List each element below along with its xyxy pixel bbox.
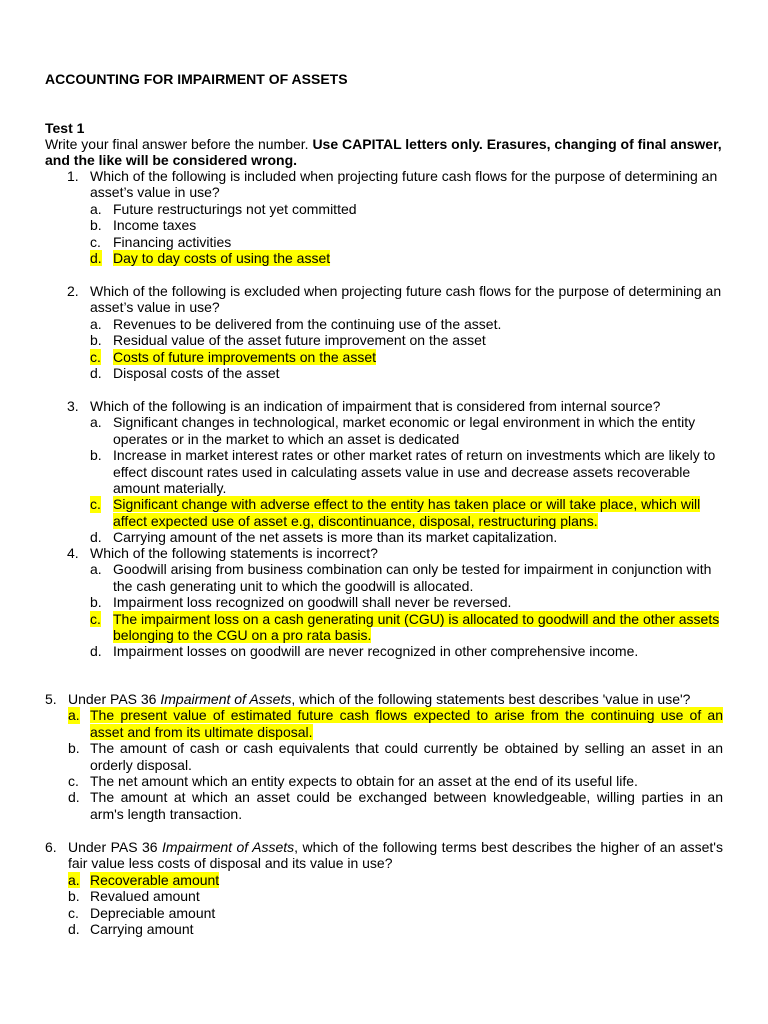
option-a <box>90 414 727 447</box>
option-list <box>90 561 727 659</box>
question-text: Which of the following is an indication of impairment that is considered from internal source? <box>90 398 661 414</box>
option-text: Future restructurings not yet committed <box>113 200 357 217</box>
option-letter: a. <box>90 200 102 217</box>
option-a-highlighted <box>68 872 723 888</box>
option-text: Revalued amount <box>90 888 200 905</box>
option-letter: d. <box>68 921 80 938</box>
question-number: 4. <box>67 545 79 561</box>
question-text-before: Under PAS 36 <box>68 839 163 855</box>
option-b <box>90 594 727 610</box>
option-b <box>68 740 723 773</box>
option-text: Disposal costs of the asset <box>113 365 280 382</box>
instructions-bold: Use CAPITAL letters only. Erasures, changing of final answer, and the like will be considered wrong. <box>45 136 722 169</box>
option-text: Income taxes <box>113 217 197 234</box>
option-text: Goodwill arising from business combination can only be tested for impairment in conjunction with the cash generating unit to which the goodwill is allocated. <box>113 561 712 594</box>
option-b <box>68 888 723 904</box>
option-letter: b. <box>68 888 80 905</box>
option-d <box>90 365 727 381</box>
option-letter: a. <box>68 871 80 888</box>
option-c-highlighted <box>90 611 727 644</box>
question-text <box>68 839 723 872</box>
question-text: Which of the following is excluded when projecting future cash flows for the purpose of determining an asset’s value in use? <box>90 283 722 316</box>
option-text: The net amount which an entity expects to obtain for an asset at the end of its useful life. <box>90 773 638 790</box>
option-a-highlighted <box>68 707 723 740</box>
option-text: Carrying amount <box>90 921 194 938</box>
question-text-after: , which of the following statements best describes 'value in use'? <box>291 691 691 707</box>
question-text: Which of the following is included when projecting future cash flows for the purpose of determining an asset’s value in use? <box>90 168 718 201</box>
question-number: 1. <box>67 168 79 184</box>
question-text-after: , which of the following terms best describes the higher of an asset's fair value less costs of disposal and its value in use? <box>68 839 723 872</box>
question-2 <box>67 283 727 381</box>
option-c-highlighted <box>90 349 727 365</box>
option-letter: c. <box>90 610 101 627</box>
option-list <box>90 414 727 545</box>
option-letter: b. <box>90 332 102 349</box>
option-b <box>90 217 727 233</box>
option-letter: c. <box>90 496 101 513</box>
option-list <box>68 872 723 938</box>
option-c-highlighted <box>90 496 727 529</box>
option-letter: c. <box>90 233 101 250</box>
option-letter: d. <box>90 529 102 546</box>
option-letter: b. <box>68 740 80 757</box>
option-text: The present value of estimated future cash flows expected to arise from the continuing use of an asset and from its ultimate disposal. <box>90 707 723 740</box>
question-text-before: Under PAS 36 <box>68 691 161 707</box>
option-d-highlighted <box>90 250 727 266</box>
option-a <box>90 561 727 594</box>
option-text: Financing activities <box>113 233 232 250</box>
option-letter: c. <box>68 904 79 921</box>
option-letter: b. <box>90 447 102 464</box>
question-number: 2. <box>67 283 79 299</box>
document-title: ACCOUNTING FOR IMPAIRMENT OF ASSETS <box>45 71 348 87</box>
instructions-plain: Write your final answer before the number. <box>45 136 313 152</box>
question-text: Which of the following statements is incorrect? <box>90 545 378 561</box>
instructions <box>45 136 725 169</box>
option-c <box>68 905 723 921</box>
option-letter: a. <box>90 315 102 332</box>
question-4 <box>67 545 727 660</box>
option-list <box>90 201 727 267</box>
option-d <box>90 643 727 659</box>
option-letter: d. <box>90 643 102 660</box>
option-list <box>68 707 723 822</box>
question-number: 5. <box>45 691 57 707</box>
option-text: Residual value of the asset future improvement on the asset <box>113 332 486 349</box>
question-5 <box>45 691 723 822</box>
option-a <box>90 201 727 217</box>
option-d <box>68 789 723 822</box>
option-b <box>90 332 727 348</box>
option-c <box>90 234 727 250</box>
option-c <box>68 773 723 789</box>
question-text <box>68 691 723 707</box>
option-text: Significant changes in technological, market economic or legal environment in which the entity operates or in the market to which an asset is dedicated <box>113 414 696 447</box>
question-6 <box>45 839 723 937</box>
question-3 <box>67 398 727 546</box>
test-label: Test 1 <box>45 120 85 136</box>
option-letter: c. <box>90 348 101 365</box>
option-letter: a. <box>68 707 80 724</box>
option-text: Impairment loss recognized on goodwill shall never be reversed. <box>113 594 512 611</box>
option-letter: b. <box>90 217 102 234</box>
option-d <box>90 529 727 545</box>
option-text: The impairment loss on a cash generating unit (CGU) is allocated to goodwill and the other assets belonging to the CGU on a pro rata basis. <box>113 610 720 644</box>
option-letter: b. <box>90 594 102 611</box>
option-text: Revenues to be delivered from the continuing use of the asset. <box>113 315 502 332</box>
option-letter: c. <box>68 773 79 790</box>
option-letter: a. <box>90 561 102 578</box>
option-text: Depreciable amount <box>90 904 216 921</box>
option-letter: d. <box>68 789 80 806</box>
question-number: 6. <box>45 839 57 855</box>
option-list <box>90 316 727 382</box>
option-d <box>68 921 723 937</box>
option-text: The amount at which an asset could be exchanged between knowledgeable, willing parties in an arm's length transaction. <box>90 789 723 822</box>
option-text: Recoverable amount <box>90 871 220 888</box>
option-a <box>90 316 727 332</box>
question-text-italic: Impairment of Assets <box>160 691 292 707</box>
option-letter: a. <box>90 414 102 431</box>
option-b <box>90 447 727 496</box>
option-text: Day to day costs of using the asset <box>113 250 331 267</box>
option-text: Impairment losses on goodwill are never recognized in other comprehensive income. <box>113 643 639 660</box>
option-text: Increase in market interest rates or other market rates of return on investments which are likely to effect discount rates used in calculating assets value in use and decrease assets recoverable amount materially. <box>113 447 716 497</box>
option-text: Costs of future improvements on the asset <box>113 348 377 365</box>
question-1 <box>67 168 727 266</box>
question-text-italic: Impairment of Assets <box>162 839 295 855</box>
option-text: Carrying amount of the net assets is more than its market capitalization. <box>113 529 558 546</box>
option-text: The amount of cash or cash equivalents that could currently be obtained by selling an asset in an orderly disposal. <box>90 740 723 773</box>
option-letter: d. <box>90 365 102 382</box>
option-letter: d. <box>90 250 102 267</box>
question-number: 3. <box>67 398 79 414</box>
option-text: Significant change with adverse effect to the entity has taken place or will take place, which will affect expected use of asset e.g, discontinuance, disposal, restructuring plans. <box>113 496 701 529</box>
